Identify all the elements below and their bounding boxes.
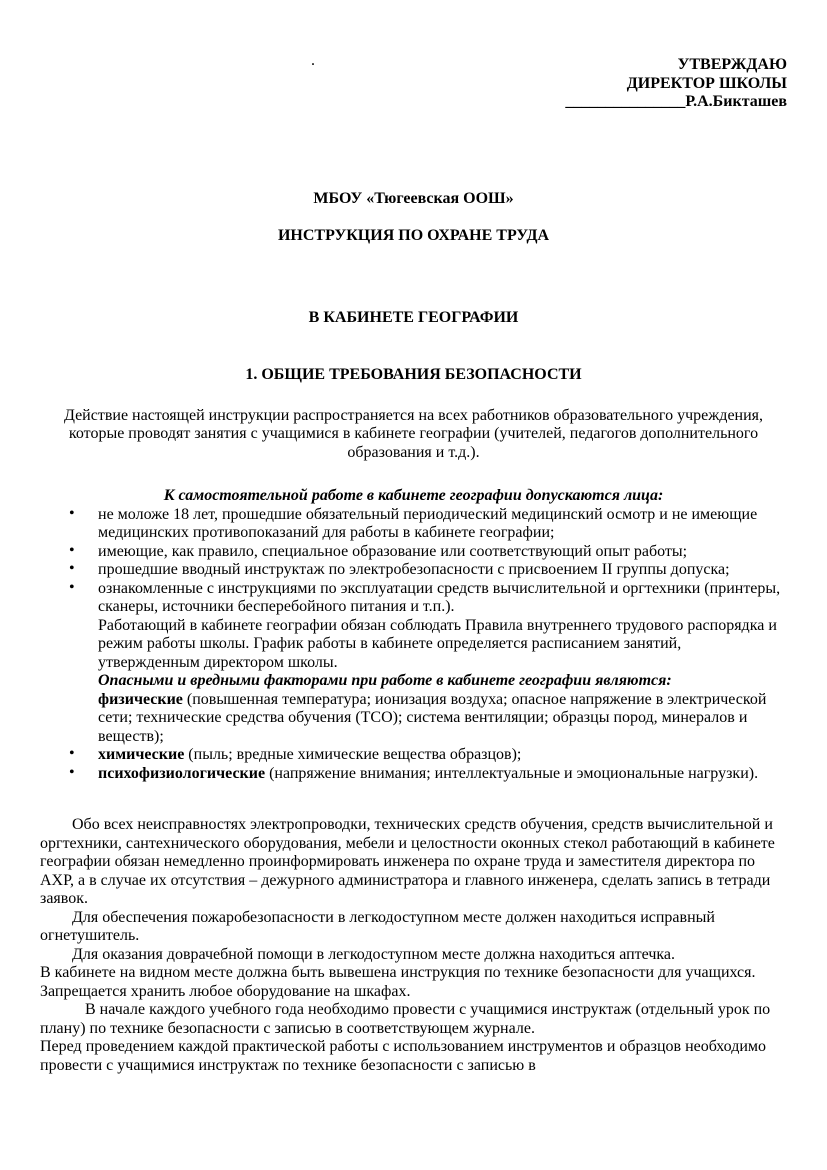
body-paragraph-firstaid: Для оказания доврачебной помощи в легкодоступном месте должна находиться аптечка. xyxy=(72,945,676,963)
approval-line-director: ДИРЕКТОР ШКОЛЫ xyxy=(626,74,787,92)
list-item xyxy=(69,560,787,580)
body-paragraph-storage: Запрещается хранить любое оборудование на шкафах. xyxy=(40,982,411,1000)
approval-stamp xyxy=(40,56,787,112)
bullet-icon: • xyxy=(69,745,75,762)
document-subtitle: В КАБИНЕТЕ ГЕОГРАФИИ xyxy=(308,308,519,326)
list-item-text: прошедшие вводный инструктаж по электробезопасности с присвоением II группы допуска; xyxy=(98,561,730,578)
admission-lead: К самостоятельной работе в кабинете географии допускаются лица: xyxy=(163,487,664,504)
list-item xyxy=(69,763,787,784)
list-item-text: имеющие, как правило, специальное образование или соответствующий опыт работы; xyxy=(98,542,688,560)
hazard-term: психофизиологические xyxy=(98,764,266,782)
hazard-description: (пыль; вредные химические вещества образцов); xyxy=(184,746,522,763)
bullet-icon: • xyxy=(69,541,75,559)
stray-dot: . xyxy=(311,52,315,69)
list-item-text: не моложе 18 лет, прошедшие обязательный периодический медицинский осмотр и не имеющие медицинских противопоказаний для работы в кабинете географии; xyxy=(98,505,758,541)
hazards-lead: Опасными и вредными факторами при работе в кабинете географии являются: xyxy=(98,672,672,689)
list-item xyxy=(69,578,787,747)
body-paragraph-poster: В кабинете на видном месте должна быть вывешена инструкция по технике безопасности для учащихся. xyxy=(40,964,756,981)
hazard-description: (повышенная температура; ионизация воздуха; опасное напряжение в электрической сети; технические средства обучения (ТСО); система вентиляции; образцы пород, минералов и веществ); xyxy=(98,690,767,745)
approval-line-approve: УТВЕРЖДАЮ xyxy=(677,56,787,73)
general-provisions-block xyxy=(40,816,787,1075)
list-item xyxy=(69,504,787,543)
body-paragraph-faults: Обо всех неисправностях электропроводки, технических средств обучения, средств вычислительной и оргтехники, сантехнического оборудования, мебели и целостности оконных стекол работающий в кабинете географии обязан немедленно проинформировать инженера по охране труда и заместителя директора по АХР, а в случае их отсутствия – дежурного администратора и главного инженера, сделать запись в тетради заявок. xyxy=(40,816,775,907)
hazard-physical xyxy=(98,691,787,747)
section-heading: 1. ОБЩИЕ ТРЕБОВАНИЯ БЕЗОПАСНОСТИ xyxy=(245,366,582,383)
bullet-icon: • xyxy=(69,763,75,781)
hazard-description: (напряжение внимания; интеллектуальные и эмоциональные нагрузки). xyxy=(265,764,759,782)
document-title: ИНСТРУКЦИЯ ПО ОХРАНЕ ТРУДА xyxy=(277,227,550,244)
list-item xyxy=(69,541,787,562)
bullet-icon: • xyxy=(69,578,75,596)
hazard-term: химические xyxy=(98,746,185,763)
approval-line-signature: _______________Р.А.Бикташев xyxy=(565,93,787,110)
intro-paragraph: Действие настоящей инструкции распространяется на всех работников образовательного учреждения, которые проводят занятия с учащимися в кабинете географии (учителей, педагогов дополнительного образования и т.д.). xyxy=(63,406,764,461)
list-item xyxy=(69,745,787,765)
body-paragraph-briefing: В начале каждого учебного года необходимо провести с учащимися инструктаж (отдельный урок по плану) по технике безопасности с записью в соответствующем журнале. xyxy=(40,1001,771,1037)
list-item-text: ознакомленные с инструкциями по эксплуатации средств вычислительной и оргтехники (принтеры, сканеры, источники бесперебойного питания и т.п.). xyxy=(98,579,781,615)
bullet-icon: • xyxy=(69,504,75,522)
safety-requirements-list xyxy=(40,506,787,784)
work-rules-paragraph: Работающий в кабинете географии обязан соблюдать Правила внутреннего трудового распорядка и режим работы школы. График работы в кабинете определяется расписанием занятий, утвержденным директором школы. xyxy=(98,616,777,671)
bullet-icon: • xyxy=(69,560,75,577)
body-paragraph-practical: Перед проведением каждой практической работы с использованием инструментов и образцов необходимо провести с учащимися инструктаж по технике безопасности с записью в xyxy=(40,1038,767,1074)
body-paragraph-fire: Для обеспечения пожаробезопасности в легкодоступном месте должен находиться исправный огнетушитель. xyxy=(40,908,715,944)
hazard-term: физические xyxy=(98,690,183,708)
school-name-title: МБОУ «Тюгеевская ООШ» xyxy=(313,189,514,207)
